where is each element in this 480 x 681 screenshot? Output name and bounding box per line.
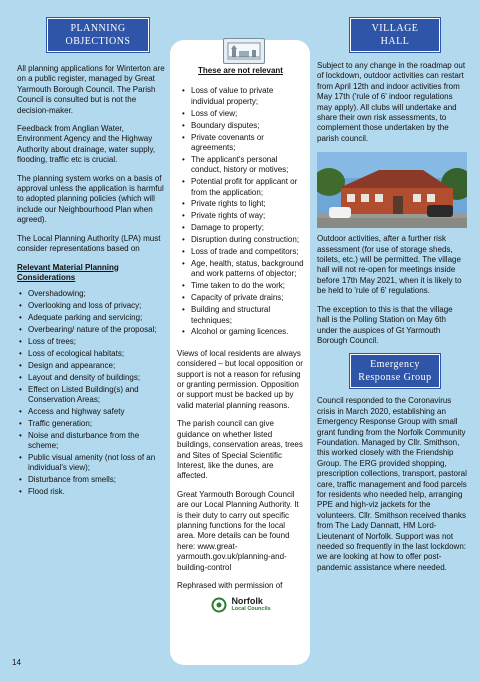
not-relevant-panel <box>170 40 310 665</box>
heading-line: VILLAGE <box>371 23 419 34</box>
parish-crest-icon <box>223 38 265 64</box>
village-hall-column <box>317 18 467 581</box>
list-item: • Adequate parking and servicing; <box>28 313 165 323</box>
paragraph: Outdoor activities, after a further risk assessment (for use of storage sheds, toilets, etc.) will be permitted. The village hall will not re-open for meetings inside before 17th May 2021, when it is likely to be held to 'rule of 6' regulations. <box>317 234 462 296</box>
list-item: • Loss of trade and competitors; <box>191 247 304 257</box>
list-item: • Time taken to do the work; <box>191 281 304 291</box>
list-item: • Loss of view; <box>191 109 304 119</box>
paragraph: The exception to this is that the village hall is the Polling Station on May 6th under the auspices of Gt Yarmouth Borough Council. <box>317 304 453 345</box>
list-item: • Design and appearance; <box>28 361 165 371</box>
paragraph: The Local Planning Authority (LPA) must consider representations based on <box>17 233 161 254</box>
list-item: • Alcohol or gaming licences. <box>191 327 304 337</box>
list-item: • Private rights of way; <box>191 211 304 221</box>
list-item: • Capacity of private drains; <box>191 293 304 303</box>
list-item: • Loss of value to private individual property; <box>191 86 304 107</box>
list-item: • Access and highway safety <box>28 407 165 417</box>
list-item: • Boundary disputes; <box>191 121 304 131</box>
emergency-response-group-heading <box>350 354 440 388</box>
list-item: • Public visual amenity (not loss of an individual's view); <box>28 453 165 474</box>
paragraph: The planning system works on a basis of approval unless the application is harmful to adopted planning policies (which will include our Neighbourhood Plan when agreed). <box>17 173 164 225</box>
heading-line: Response Group <box>358 372 432 384</box>
list-item: • Effect on Listed Building(s) and Conservation Areas; <box>28 385 165 406</box>
paragraph: Rephrased with permission of <box>177 580 283 590</box>
material-considerations-title: Relevant Material Planning Considerations <box>17 262 119 282</box>
list-item: • Flood risk. <box>28 487 165 497</box>
list-item: • Overbearing/ nature of the proposal; <box>28 325 165 335</box>
list-item: • Layout and density of buildings; <box>28 373 165 383</box>
heading-line: Emergency <box>370 359 420 371</box>
not-relevant-title: These are not relevant <box>198 66 283 75</box>
list-item: • Private rights to light; <box>191 199 304 209</box>
norfolk-logo-icon <box>210 597 228 613</box>
paragraph: All planning applications for Winterton are on a public register, managed by Great Yarmouth Borough Council. The Parish Council is consulted but is not the decision-maker. <box>17 64 165 115</box>
paragraph: Council responded to the Coronavirus crisis in March 2020, establishing an Emergency Response Group with small grant funding from the Norfolk Community Foundation. Managed by Cllr. Smithson, this worked closely with the Friendship Group. The ERG provided shopping, prescription collections, transport, pastoral care, traffic management and food parcels for residents who needed help, arranging PPE and high-viz jackets for the volunteers. Cllr. Smithson received thanks from The Lady Dannatt, HM Lord-Lieutenant of Norfolk. Support was not needed so frequently in the last lockdown: we are looking at how to offer post-pandemic assistance where needed. <box>317 396 467 572</box>
planning-objections-column <box>17 18 165 499</box>
list-item: • Damage to property; <box>191 223 304 233</box>
not-relevant-list <box>177 86 304 337</box>
list-item: • Disturbance from smells; <box>28 475 165 485</box>
paragraph: Subject to any change in the roadmap out of lockdown, outdoor activities can restart from April 12th and indoor activities from May 17th ('rule of 6' indoor regulations may apply). All clubs will undertake and share their own risk assessments, to complement those undertaken by the parish council. <box>317 61 466 143</box>
paragraph: Great Yarmouth Borough Council are our Local Planning Authority. It is their duty to carry out specific planning functions for the local area. More details can be found here: www.great-yarmouth.gov.uk/planning-and-building-control <box>177 489 299 572</box>
list-item: • Traffic generation; <box>28 419 165 429</box>
heading-line: HALL <box>380 36 410 47</box>
heading-line: PLANNING <box>70 23 126 34</box>
village-hall-heading <box>350 18 440 52</box>
planning-objections-heading <box>47 18 149 52</box>
page-number: 14 <box>12 658 21 667</box>
paragraph: Views of local residents are always considered – but local opposition or support is not a reason for refusing or granting permission. Opposition or support must be backed up by valid material planning reasons. <box>177 348 303 410</box>
list-item: • Building and structural techniques; <box>191 305 304 326</box>
paragraph: Feedback from Anglian Water, Environment Agency and the Highway Authority about drainage, water supply, flooding, traffic etc is crucial. <box>17 124 156 165</box>
list-item: • Loss of ecological habitats; <box>28 349 165 359</box>
list-item: • Disruption during construction; <box>191 235 304 245</box>
list-item: • Age, health, status, background and work patterns of objector; <box>191 259 304 280</box>
list-item: • Loss of trees; <box>28 337 165 347</box>
paragraph: The parish council can give guidance on whether listed buildings, conservation areas, trees and Sites of Special Scientific Interest, like the dunes, are affected. <box>177 419 303 481</box>
norfolk-local-councils-logo <box>177 597 304 613</box>
list-item: • The applicant's personal conduct, history or motives; <box>191 155 304 176</box>
list-item: • Potential profit for applicant or from the application; <box>191 177 304 198</box>
heading-line: OBJECTIONS <box>65 36 131 47</box>
list-item: • Private covenants or agreements; <box>191 133 304 154</box>
list-item: • Overlooking and loss of privacy; <box>28 301 165 311</box>
logo-sub: Local Councils <box>231 606 271 613</box>
village-hall-photo <box>317 152 467 228</box>
logo-word: Norfolk <box>231 596 263 607</box>
list-item: • Overshadowing; <box>28 289 165 299</box>
list-item: • Noise and disturbance from the scheme; <box>28 431 165 452</box>
material-considerations-list <box>17 289 165 497</box>
